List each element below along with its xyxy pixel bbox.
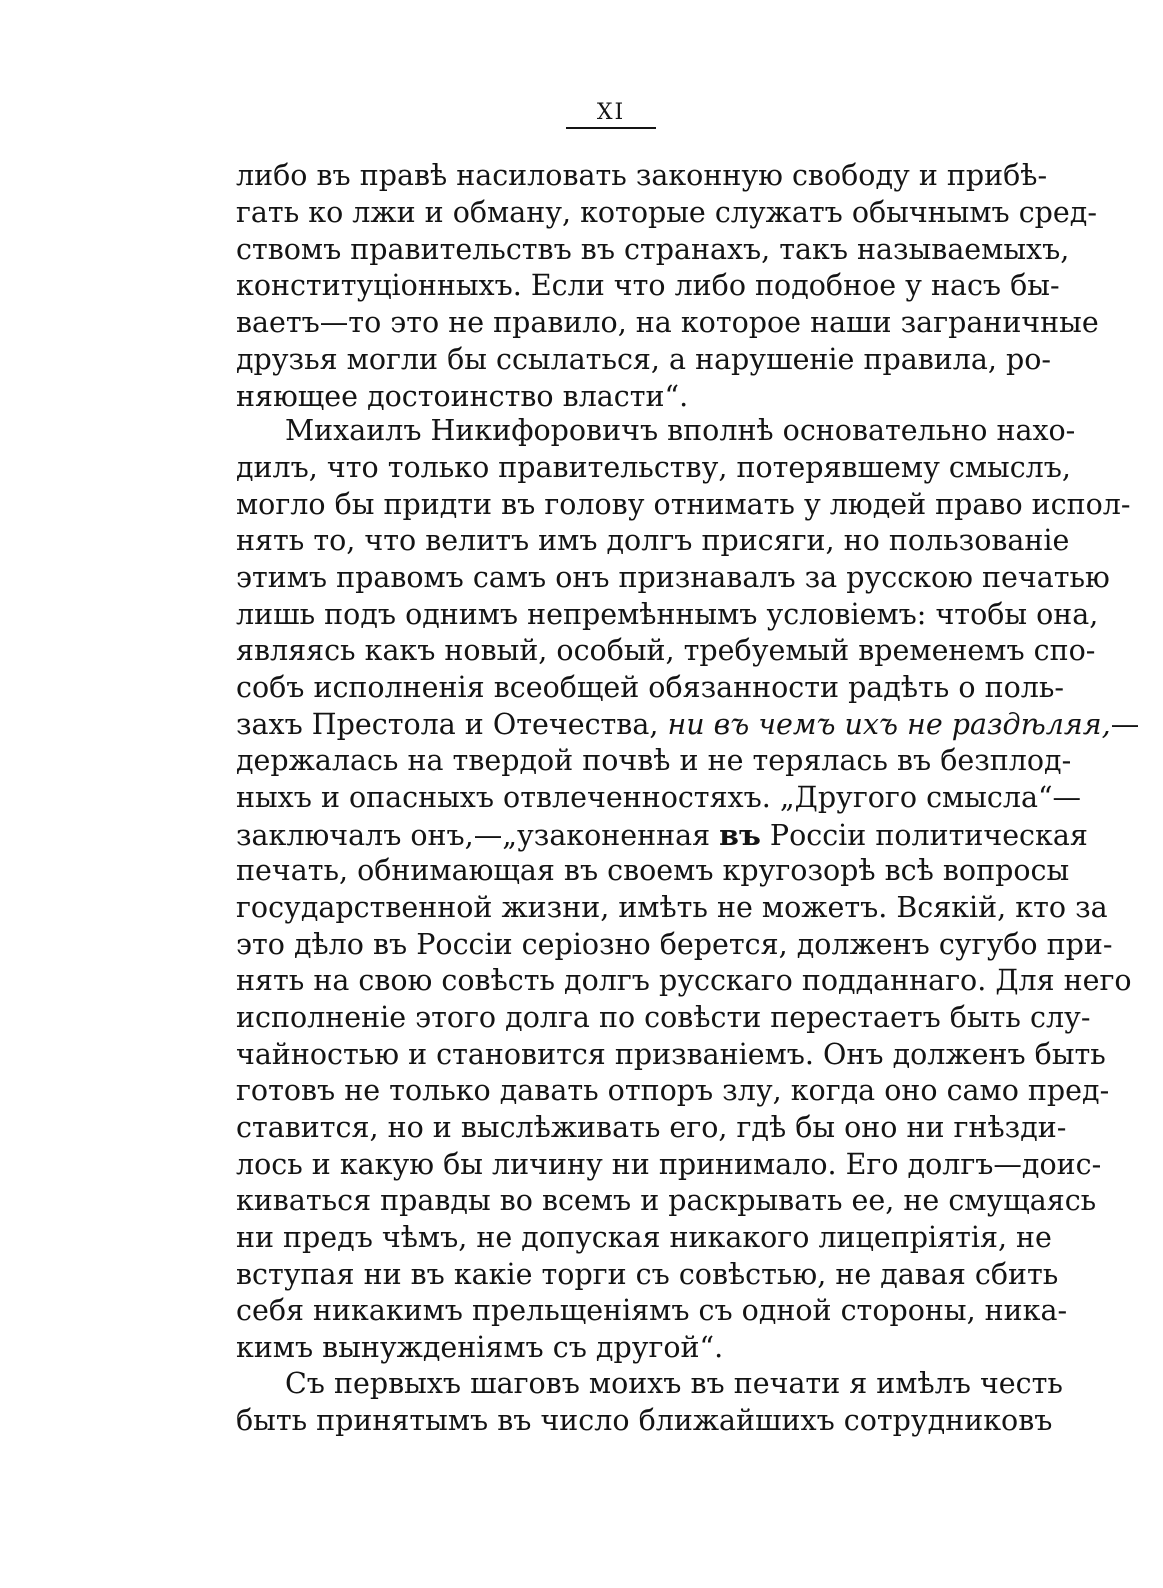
text-run: заключалъ онъ,—„узаконенная bbox=[236, 819, 720, 852]
text-line-mixed bbox=[236, 706, 1140, 744]
text-line: этимъ правомъ самъ онъ признавалъ за русскою печатью bbox=[236, 561, 1110, 594]
text-line: конституціонныхъ. Если что либо подобное у насъ бы- bbox=[236, 269, 1060, 302]
text-line: вступая ни въ какіе торги съ совѣстью, не давая сбить bbox=[236, 1258, 1059, 1291]
text-line: либо въ правѣ насиловать законную свободу и прибѣ- bbox=[236, 159, 1048, 192]
text-line: ныхъ и опасныхъ отвлеченностяхъ. „Другого смысла“— bbox=[236, 781, 1082, 814]
text-line: дилъ, что только правительству, потерявшему смыслъ, bbox=[236, 451, 1071, 484]
text-run: — bbox=[1110, 708, 1140, 741]
text-line: лось и какую бы личину ни принимало. Его долгъ—доис- bbox=[236, 1148, 1102, 1181]
italic-emphasis: ни въ чемъ ихъ не раздѣляя, bbox=[667, 708, 1111, 741]
text-line: могло бы придти въ голову отнимать у людей право испол- bbox=[236, 488, 1131, 521]
page-number: XI bbox=[596, 100, 626, 125]
text-line: печать, обнимающая въ своемъ кругозорѣ всѣ вопросы bbox=[236, 854, 1070, 887]
text-line: чайностью и становится призваніемъ. Онъ долженъ быть bbox=[236, 1038, 1106, 1071]
text-line: Михаилъ Никифоровичъ вполнѣ основательно нахо- bbox=[285, 414, 1076, 447]
text-line: ствомъ правительствъ въ странахъ, такъ называемыхъ, bbox=[236, 233, 1070, 266]
text-line: лишь подъ однимъ непремѣннымъ условіемъ: чтобы она, bbox=[236, 598, 1099, 631]
text-line: себя никакимъ прельщеніямъ съ одной стороны, ника- bbox=[236, 1294, 1068, 1327]
text-line: ни предъ чѣмъ, не допуская никакого лицепріятія, не bbox=[236, 1221, 1052, 1254]
text-line: исполненіе этого долга по совѣсти перестаетъ быть слу- bbox=[236, 1001, 1091, 1034]
text-line: быть принятымъ въ число ближайшихъ сотрудниковъ bbox=[236, 1404, 1053, 1437]
text-line: нять на свою совѣсть долгъ русскаго подданнаго. Для него bbox=[236, 964, 1132, 997]
text-line: кимъ вынужденіямъ съ другой“. bbox=[236, 1331, 724, 1364]
text-run: захъ Престола и Отечества, bbox=[236, 708, 668, 741]
text-line: готовъ не только давать отпоръ злу, когда оно само пред- bbox=[236, 1074, 1110, 1107]
text-line: ваетъ—то это не правило, на которое наши заграничные bbox=[236, 306, 1099, 339]
text-line: собъ исполненія всеобщей обязанности радѣть о поль- bbox=[236, 671, 1065, 704]
text-line: государственной жизни, имѣть не можетъ. Всякій, кто за bbox=[236, 891, 1108, 924]
text-line: Съ первыхъ шаговъ моихъ въ печати я имѣлъ честь bbox=[285, 1367, 1063, 1400]
text-line: являясь какъ новый, особый, требуемый временемъ спо- bbox=[236, 634, 1096, 667]
text-line: гать ко лжи и обману, которые служатъ обычнымъ сред- bbox=[236, 196, 1097, 229]
text-run: Россіи политическая bbox=[760, 819, 1088, 852]
text-line: няющее достоинство власти“. bbox=[236, 380, 689, 413]
text-line: это дѣло въ Россіи серіозно берется, долженъ сугубо при- bbox=[236, 928, 1113, 961]
text-line: киваться правды во всемъ и раскрывать ее, не смущаясь bbox=[236, 1184, 1097, 1217]
text-line-mixed bbox=[236, 816, 1088, 854]
text-line: держалась на твердой почвѣ и не терялась въ безплод- bbox=[236, 744, 1072, 777]
bold-emphasis: въ bbox=[719, 818, 761, 852]
text-line: друзья могли бы ссылаться, а нарушеніе правила, ро- bbox=[236, 343, 1051, 376]
text-line: нять то, что велитъ имъ долгъ присяги, но пользованіе bbox=[236, 524, 1070, 557]
text-line: ставится, но и выслѣживать его, гдѣ бы оно ни гнѣзди- bbox=[236, 1111, 1067, 1144]
